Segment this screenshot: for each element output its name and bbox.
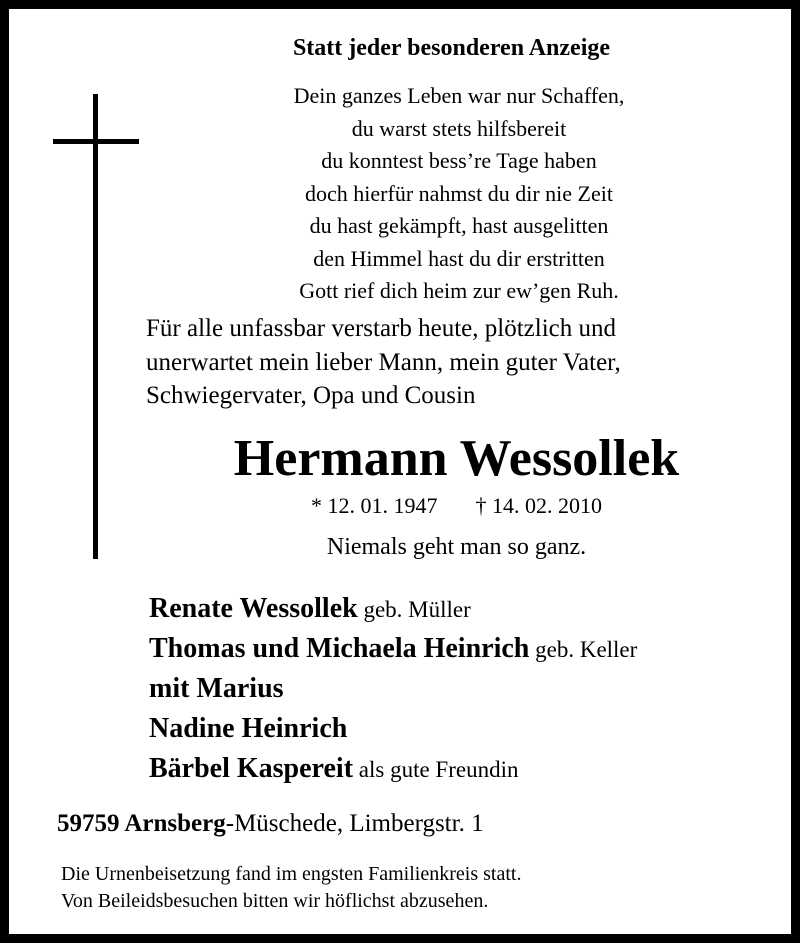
poem-line: du hast gekämpft, hast ausgelitten: [309, 213, 609, 238]
notice-line: Die Urnenbeisetzung fand im engsten Familienkreis statt.: [61, 863, 522, 885]
deceased-name: Hermann Wessollek: [233, 430, 680, 487]
poem-line: du konntest bess’re Tage haben: [321, 148, 597, 173]
announcement-header: Statt jeder besonderen Anzeige: [292, 35, 611, 61]
poem-line: den Himmel hast du dir erstritten: [313, 245, 605, 271]
mourner-name: Thomas und Michaela Heinrich: [149, 633, 530, 664]
mourner-note: als gute Freundin: [353, 757, 519, 782]
address-city: 59759 Arnsberg: [57, 810, 226, 837]
mourner: [149, 749, 637, 789]
intro-line: unerwartet mein lieber Mann, mein guter Vater,: [146, 348, 621, 376]
closing-notice: [61, 861, 521, 915]
address-street: -Müschede, Limbergstr. 1: [225, 810, 484, 837]
mourner-name: Renate Wessollek: [149, 593, 358, 624]
mourner: [149, 589, 637, 629]
mourner-note: geb. Müller: [357, 597, 471, 622]
mourner-name: Nadine Heinrich: [149, 713, 348, 744]
mourner: [149, 669, 637, 709]
mourners-list: [149, 589, 637, 789]
poem: [9, 80, 800, 308]
mourner: [149, 709, 637, 749]
address: [57, 810, 484, 838]
life-dates: [9, 493, 800, 519]
notice-line: Von Beileidsbesuchen bitten wir höflichst abzusehen.: [61, 890, 489, 912]
intro-line: Schwiegervater, Opa und Cousin: [146, 382, 476, 409]
death-date: † 14. 02. 2010: [475, 493, 602, 518]
poem-line: doch hierfür nahmst du dir nie Zeit: [305, 180, 613, 206]
mourner-note: geb. Keller: [529, 637, 638, 662]
poem-line: Gott rief dich heim zur ew’gen Ruh.: [299, 278, 619, 303]
mourner: [149, 629, 637, 669]
mourner-name: mit Marius: [149, 673, 284, 704]
poem-line: du warst stets hilfsbereit: [351, 115, 567, 141]
intro-line: Für alle unfassbar verstarb heute, plötzlich und: [146, 315, 616, 342]
poem-line: Dein ganzes Leben war nur Schaffen,: [293, 83, 625, 108]
motto: Niemals geht man so ganz.: [326, 534, 587, 560]
intro-text: [146, 312, 621, 413]
mourner-name: Bärbel Kaspereit: [149, 753, 354, 784]
birth-date: * 12. 01. 1947: [311, 493, 438, 518]
